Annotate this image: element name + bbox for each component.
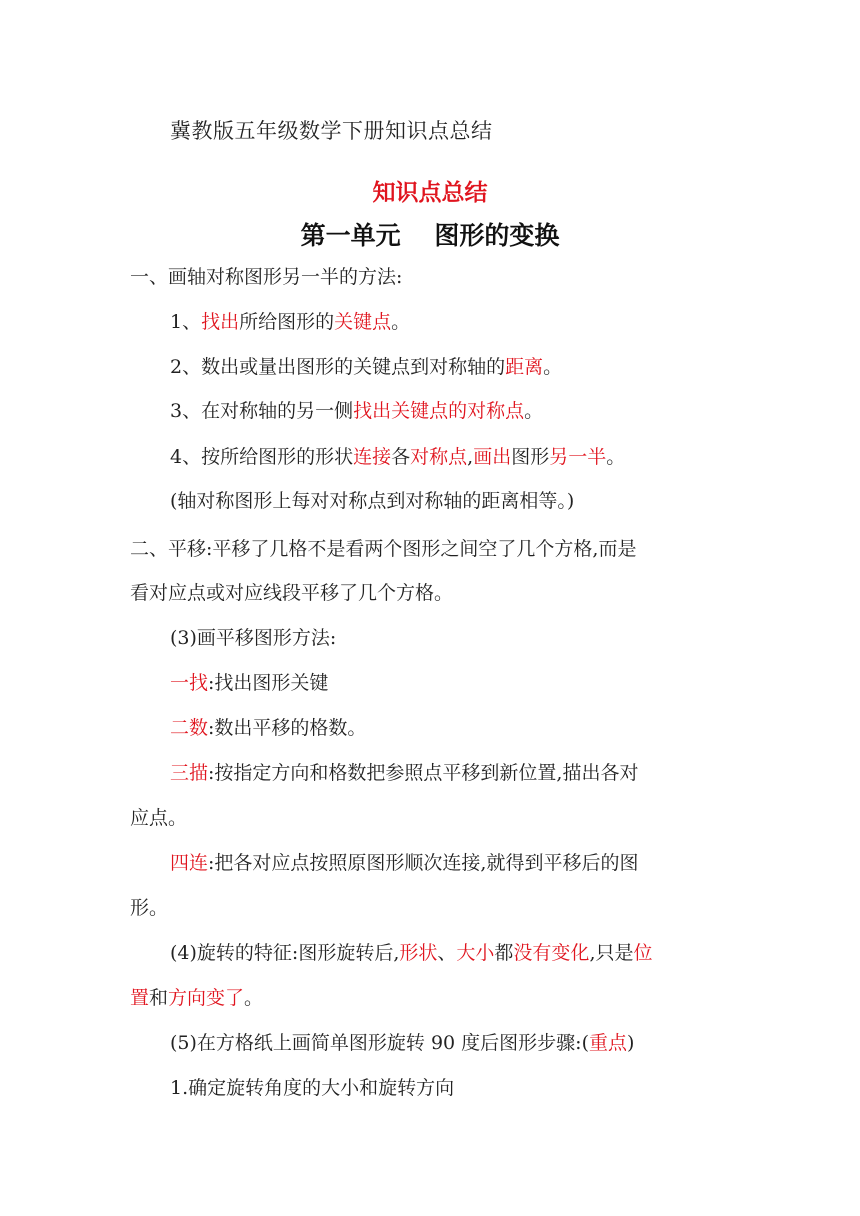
text-span: :把各对应点按照原图形顺次连接,就得到平移后的图 <box>208 852 639 874</box>
section1-step2 <box>170 356 770 378</box>
text-span: 1、 <box>170 311 202 333</box>
translation-step1 <box>170 672 770 694</box>
unit-title: 第一单元 图形的变换 <box>300 221 560 250</box>
document-title: 冀教版五年级数学下册知识点总结 <box>170 119 493 143</box>
text-span: (4)旋转的特征:图形旋转后, <box>170 942 400 964</box>
section2-line2: 看对应点或对应线段平移了几个方格。 <box>130 582 454 604</box>
highlight-span: 三描 <box>170 762 209 784</box>
highlight-span: 关键点 <box>334 311 392 333</box>
text-span: ) <box>627 1032 635 1054</box>
highlight-span: 另一半 <box>549 446 607 468</box>
text-span: ,只是 <box>589 942 634 964</box>
text-span: 。 <box>391 311 411 333</box>
section1-step3 <box>170 400 770 422</box>
highlight-span: 位 <box>633 942 653 964</box>
text-span: 。 <box>524 400 544 422</box>
highlight-span: 置 <box>130 987 150 1009</box>
text-span: 图形 <box>511 446 550 468</box>
rotation-steps-title <box>170 1032 770 1054</box>
section1-step1 <box>170 311 770 333</box>
highlight-span: 距离 <box>505 356 544 378</box>
highlight-span: 大小 <box>456 942 495 964</box>
text-span: , <box>467 446 474 468</box>
text-span: 。 <box>543 356 563 378</box>
section1-step4 <box>170 446 770 468</box>
translation-step3 <box>170 762 770 784</box>
text-span: 。 <box>606 446 626 468</box>
section1-title: 一、画轴对称图形另一半的方法: <box>130 266 403 288</box>
highlight-span: 形状 <box>399 942 438 964</box>
text-span: 所给图形的 <box>239 311 335 333</box>
translation-step4 <box>170 852 770 874</box>
highlight-span: 方向变了 <box>168 987 245 1009</box>
highlight-span: 画出 <box>473 446 512 468</box>
translation-step4-cont: 形。 <box>130 897 169 919</box>
text-span: 2、数出或量出图形的关键点到对称轴的 <box>170 356 506 378</box>
highlight-span: 没有变化 <box>513 942 590 964</box>
rotation-features <box>170 942 770 964</box>
text-span: 各 <box>391 446 411 468</box>
highlight-span: 对称点 <box>410 446 468 468</box>
highlight-span: 重点 <box>589 1032 628 1054</box>
text-span: 都 <box>494 942 514 964</box>
translation-method-title: (3)画平移图形方法: <box>170 627 337 649</box>
highlight-span: 四连 <box>170 852 209 874</box>
highlight-span: 连接 <box>353 446 392 468</box>
summary-heading: 知识点总结 <box>372 180 488 206</box>
section1-note: (轴对称图形上每对对称点到对称轴的距离相等。) <box>170 490 575 512</box>
text-span: 。 <box>244 987 264 1009</box>
text-span: 4、按所给图形的形状 <box>170 446 354 468</box>
section2-line1: 二、平移:平移了几格不是看两个图形之间空了几个方格,而是 <box>130 538 637 560</box>
text-span: 和 <box>149 987 169 1009</box>
text-span: :按指定方向和格数把参照点平移到新位置,描出各对 <box>208 762 639 784</box>
text-span: 、 <box>437 942 457 964</box>
highlight-span: 二数 <box>170 717 209 739</box>
highlight-span: 一找 <box>170 672 209 694</box>
translation-step3-cont: 应点。 <box>130 807 188 829</box>
text-span: :数出平移的格数。 <box>208 717 367 739</box>
text-span: 3、在对称轴的另一侧 <box>170 400 354 422</box>
highlight-span: 找出 <box>201 311 240 333</box>
translation-step2 <box>170 717 770 739</box>
rotation-features-cont <box>130 987 730 1009</box>
text-span: (5)在方格纸上画简单图形旋转 90 度后图形步骤:( <box>170 1032 589 1054</box>
highlight-span: 找出关键点的对称点 <box>353 400 525 422</box>
rotation-step1: 1.确定旋转角度的大小和旋转方向 <box>170 1077 455 1099</box>
text-span: :找出图形关键 <box>208 672 329 694</box>
